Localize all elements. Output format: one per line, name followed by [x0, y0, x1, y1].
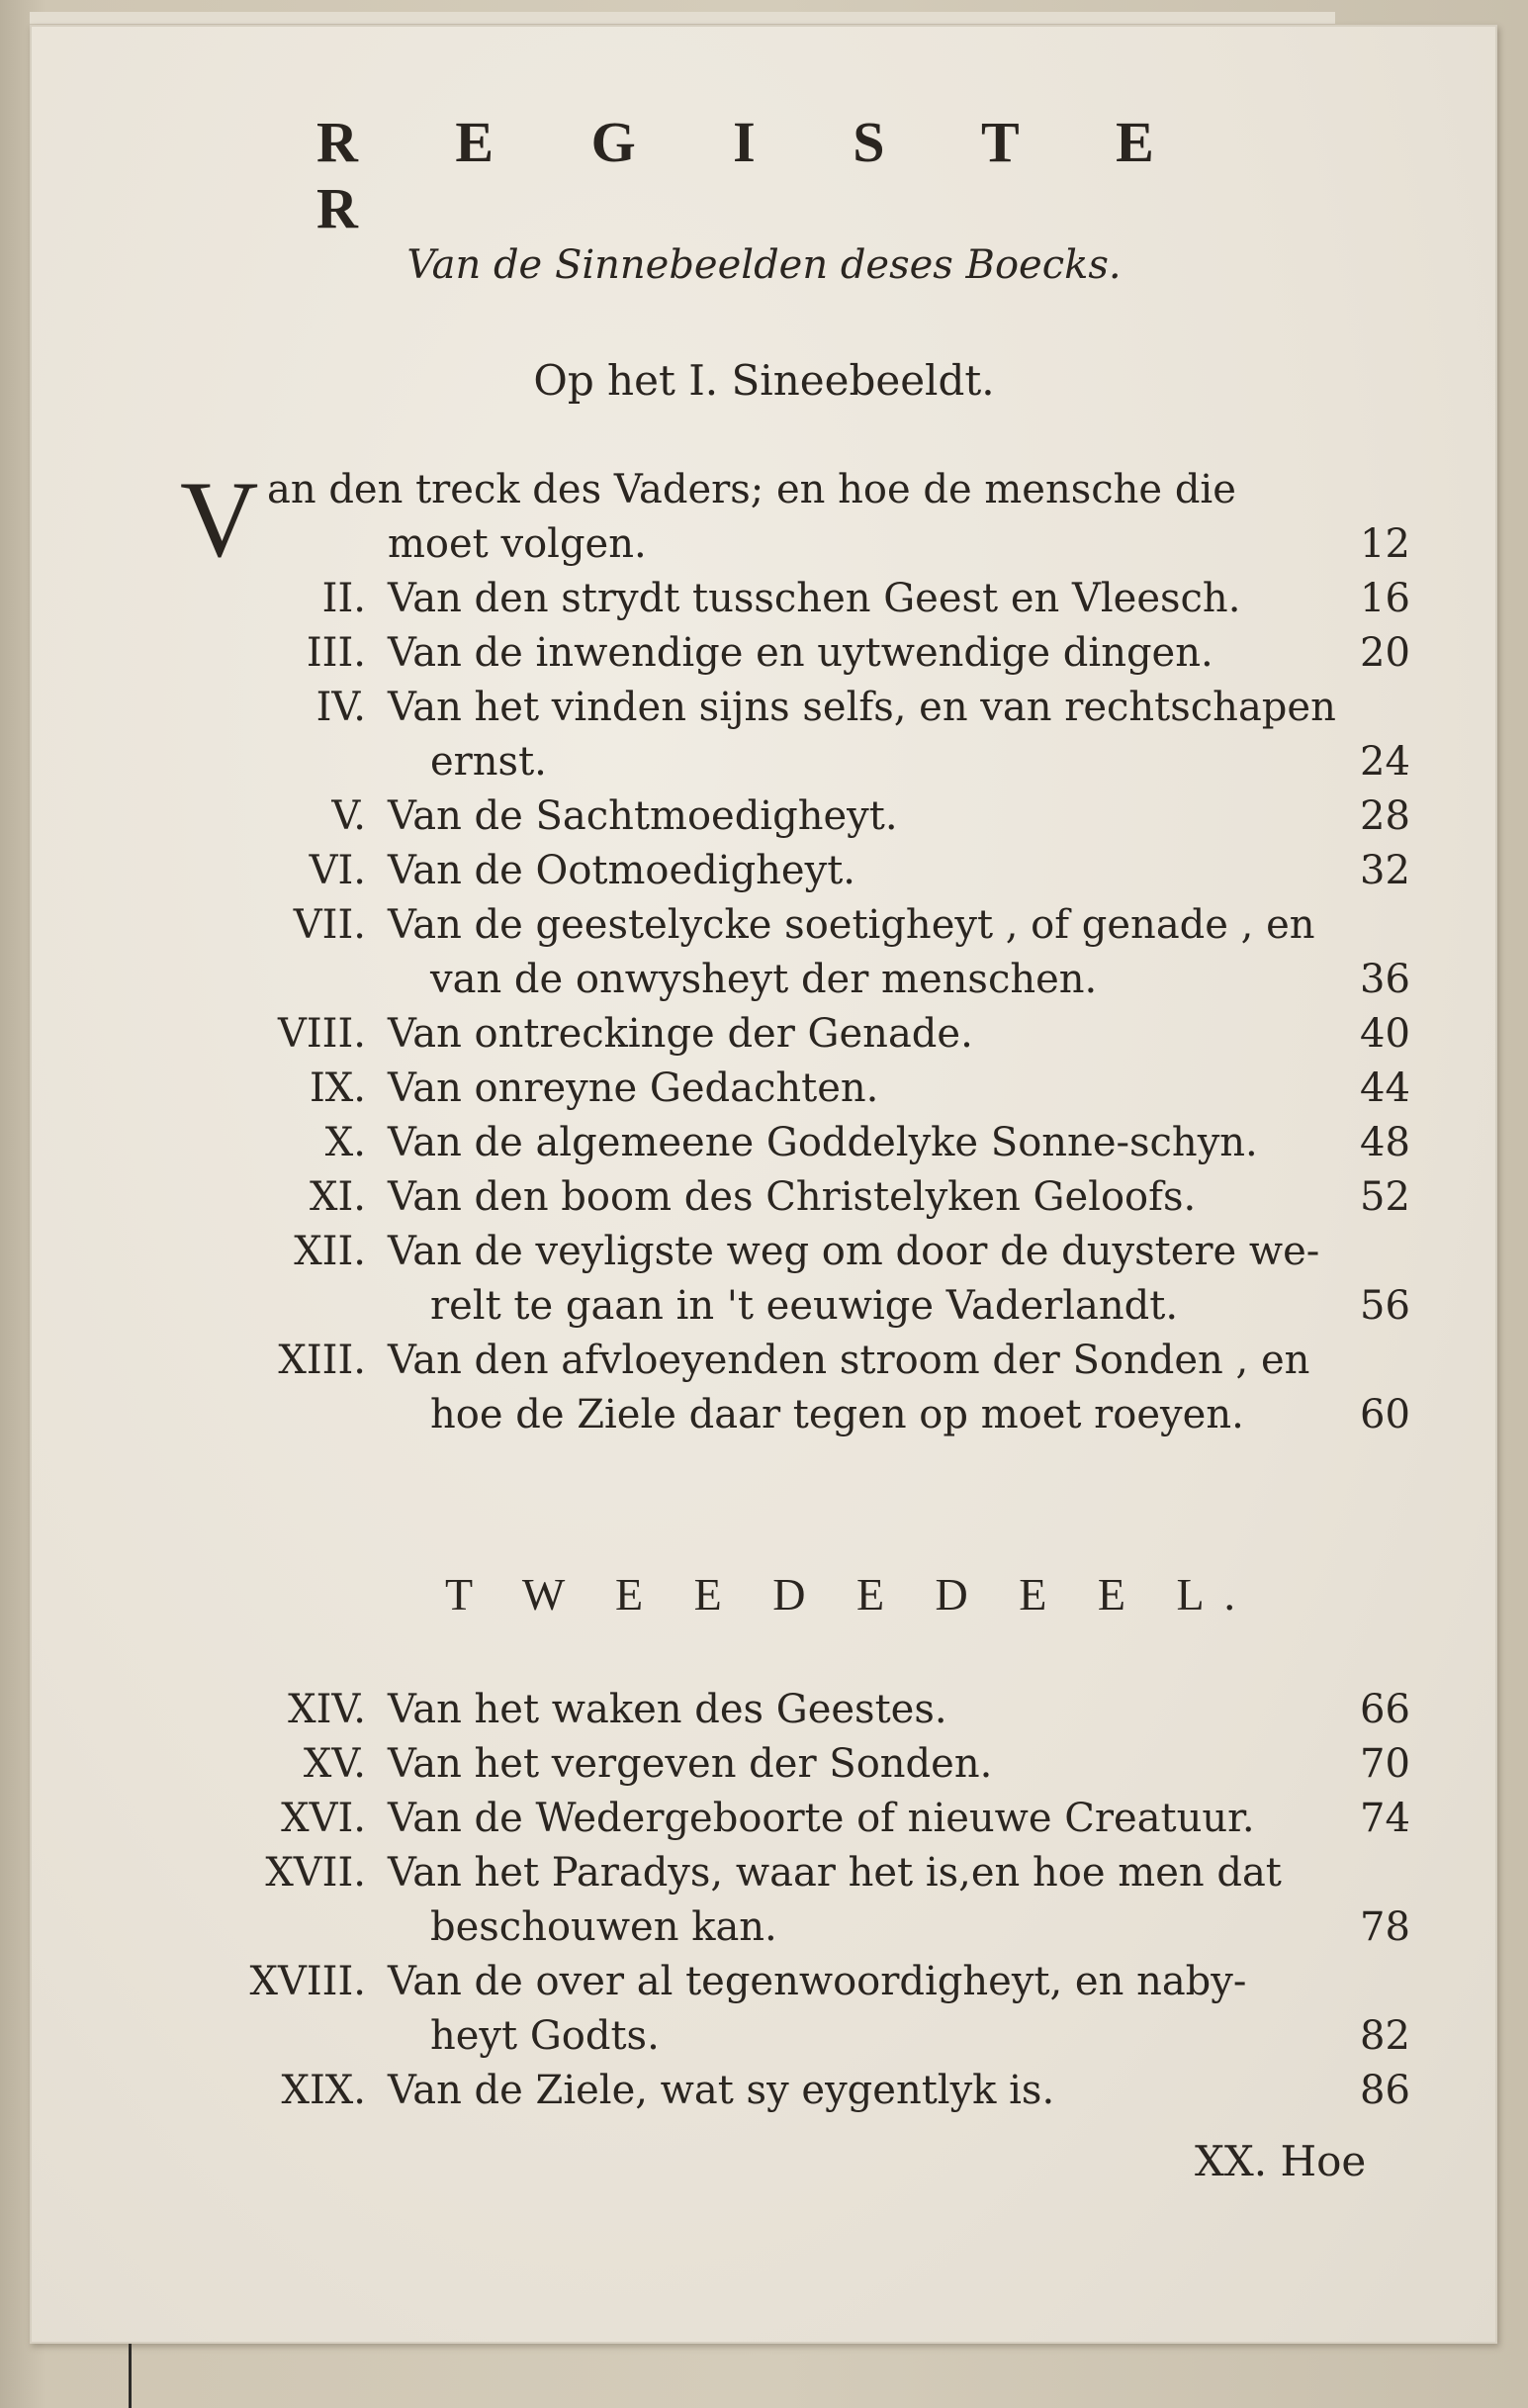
entry-text: moet volgen. — [388, 521, 647, 567]
catchword: XX. Hoe — [1195, 2137, 1367, 2185]
page-number: 20 — [1360, 630, 1410, 676]
entry-text: Van de geestelycke soetigheyt , of genade , en — [388, 902, 1315, 948]
entry-text-continued: ernst. — [430, 739, 547, 785]
page-number: 12 — [1360, 521, 1410, 567]
section-heading: Op het I. Sineebeeldt. — [533, 356, 995, 405]
entry-number: XVIII. — [249, 1959, 366, 2004]
entry-number: II. — [321, 576, 366, 621]
page-number: 52 — [1360, 1174, 1410, 1220]
entry-text: Van het Paradys, waar het is,en hoe men dat — [388, 1850, 1282, 1896]
page-subtitle: Van de Sinnebeelden deses Boecks. — [406, 242, 1122, 288]
entry-text-continued: beschouwen kan. — [430, 1904, 777, 1950]
page-number: 36 — [1360, 957, 1410, 1002]
entry-text: an den treck des Vaders; en hoe de mensche die — [267, 467, 1236, 512]
entry-number: XI. — [310, 1174, 366, 1220]
entry-number: IX. — [310, 1065, 366, 1111]
entry-text-continued: heyt Godts. — [430, 2013, 660, 2059]
page-number: 70 — [1360, 1741, 1410, 1787]
entry-text: Van de veyligste weg om door de duystere we- — [388, 1229, 1320, 1274]
drop-cap: V — [180, 459, 259, 580]
entry-number: XII. — [294, 1229, 366, 1274]
entry-text-continued: relt te gaan in 't eeuwige Vaderlandt. — [430, 1283, 1179, 1329]
entry-number: III. — [306, 630, 366, 676]
entry-number: VI. — [309, 848, 366, 893]
page-number: 60 — [1360, 1392, 1410, 1437]
entry-number: XV. — [303, 1741, 366, 1787]
entry-text: Van de Ootmoedigheyt. — [388, 848, 855, 893]
list-item — [388, 521, 647, 567]
entry-text: Van den strydt tusschen Geest en Vleesch. — [388, 576, 1241, 621]
entry-text: Van het vinden sijns selfs, en van rechtschapen — [388, 685, 1336, 730]
page-number: 44 — [1360, 1065, 1410, 1111]
part-two-heading: T W E E D E D E E L. — [445, 1569, 1256, 1620]
entry-number: VII. — [293, 902, 366, 948]
entry-text: Van den boom des Christelyken Geloofs. — [388, 1174, 1197, 1220]
page-title: R E G I S T E R — [316, 110, 1196, 240]
entry-text: Van de Sachtmoedigheyt. — [388, 793, 898, 839]
entry-number: XIV. — [288, 1687, 366, 1732]
entry-number: XIX. — [281, 2068, 366, 2113]
entry-number: XVII. — [265, 1850, 366, 1896]
page-number: 16 — [1360, 576, 1410, 621]
entry-text: Van het waken des Geestes. — [388, 1687, 947, 1732]
entry-text: Van onreyne Gedachten. — [388, 1065, 879, 1111]
page-number: 24 — [1360, 739, 1410, 785]
page-number: 66 — [1360, 1687, 1410, 1732]
page-number: 82 — [1360, 2013, 1410, 2059]
page-edge — [30, 12, 1335, 25]
page-number: 40 — [1360, 1011, 1410, 1057]
entry-number: IV. — [315, 685, 366, 730]
entry-text-continued: van de onwysheyt der menschen. — [430, 957, 1098, 1002]
entry-text: Van de Ziele, wat sy eygentlyk is. — [388, 2068, 1055, 2113]
entry-number: XVI. — [281, 1796, 366, 1841]
page-number: 56 — [1360, 1283, 1410, 1329]
page-number: 48 — [1360, 1120, 1410, 1165]
page-number: 28 — [1360, 793, 1410, 839]
entry-text: Van de inwendige en uytwendige dingen. — [388, 630, 1213, 676]
list-item — [267, 467, 1236, 512]
entry-number: XIII. — [278, 1338, 366, 1383]
entry-text: Van de Wedergeboorte of nieuwe Creatuur. — [388, 1796, 1255, 1841]
entry-text: Van de algemeene Goddelyke Sonne-schyn. — [388, 1120, 1258, 1165]
page-number: 86 — [1360, 2068, 1410, 2113]
entry-text-continued: hoe de Ziele daar tegen op moet roeyen. — [430, 1392, 1244, 1437]
entry-number: V. — [331, 793, 366, 839]
entry-text: Van ontreckinge der Genade. — [388, 1011, 973, 1057]
entry-text: Van den afvloeyenden stroom der Sonden , en — [388, 1338, 1310, 1383]
page-number: 74 — [1360, 1796, 1410, 1841]
page-number: 78 — [1360, 1904, 1410, 1950]
entry-text: Van de over al tegenwoordigheyt, en naby- — [388, 1959, 1247, 2004]
entry-text: Van het vergeven der Sonden. — [388, 1741, 993, 1787]
entry-number: X. — [324, 1120, 366, 1165]
page-number: 32 — [1360, 848, 1410, 893]
entry-number: VIII. — [277, 1011, 366, 1057]
